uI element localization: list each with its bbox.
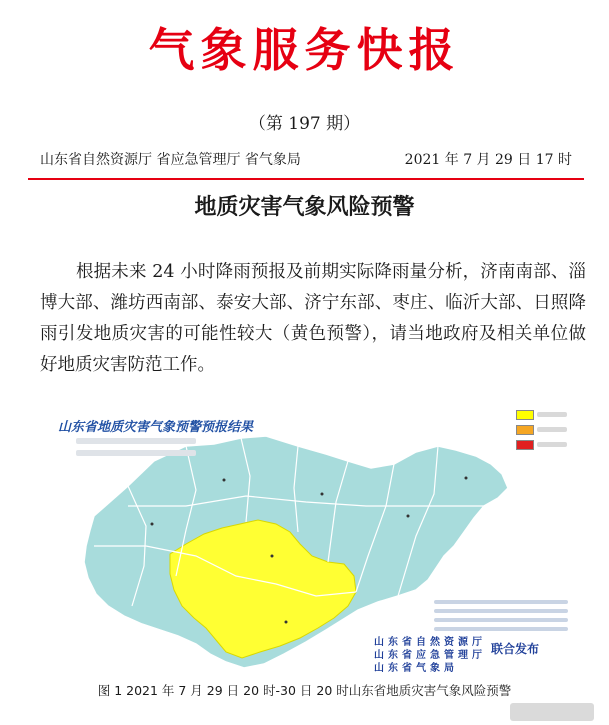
issuer-line: 山东省应急管理厅 [374, 650, 486, 661]
report-line [434, 618, 568, 622]
city-dot [465, 477, 468, 480]
warning-map [36, 406, 576, 676]
city-dot [407, 515, 410, 518]
report-line [434, 600, 568, 604]
issuer-line: 山东省气象局 [374, 663, 458, 674]
red-divider [28, 178, 584, 180]
city-dot [151, 523, 154, 526]
report-line [434, 627, 568, 631]
issuer-line: 山东省自然资源厅 [374, 637, 486, 648]
figure-caption: 图 1 2021 年 7 月 29 日 20 时-30 日 20 时山东省地质灾害气象风险预警 [97, 683, 512, 698]
report-line [434, 609, 568, 613]
legend-label [537, 427, 567, 432]
issuing-agencies: 山东省自然资源厅 省应急管理厅 省气象局 [40, 152, 301, 168]
city-dot [321, 493, 324, 496]
map-title: 山东省地质灾害气象预警预报结果 [58, 420, 254, 435]
masthead-title: 气象服务快报 [148, 23, 461, 77]
legend-swatch [516, 440, 534, 450]
legend-row [516, 438, 574, 450]
legend-label [537, 442, 567, 447]
watermark [510, 703, 594, 721]
city-dot [223, 479, 226, 482]
city-dot [285, 621, 288, 624]
city-dot [271, 555, 274, 558]
issue-date: 2021 年 7 月 29 日 17 时 [404, 152, 572, 168]
map-subtitle [76, 450, 196, 456]
map-legend [516, 408, 574, 453]
map-subtitle [76, 438, 196, 444]
issue-number: （第 197 期） [248, 114, 361, 134]
legend-swatch [516, 410, 534, 420]
map-report-text [434, 600, 568, 636]
body-paragraph: 根据未来 24 小时降雨预报及前期实际降雨量分析，济南南部、淄博大部、潍坊西南部、泰安大部、济宁东部、枣庄、临沂大部、日照降雨引发地质灾害的可能性较大（黄色预警），请当地政府及相关单位做好地质灾害防范工作。 [40, 262, 586, 375]
legend-row [516, 408, 574, 420]
legend-row [516, 423, 574, 435]
headline: 地质灾害气象风险预警 [194, 195, 415, 220]
map-issuers [374, 636, 486, 675]
legend-label [537, 412, 567, 417]
legend-swatch [516, 425, 534, 435]
joint-release-label: 联合发布 [491, 642, 540, 656]
info-row [40, 150, 580, 170]
